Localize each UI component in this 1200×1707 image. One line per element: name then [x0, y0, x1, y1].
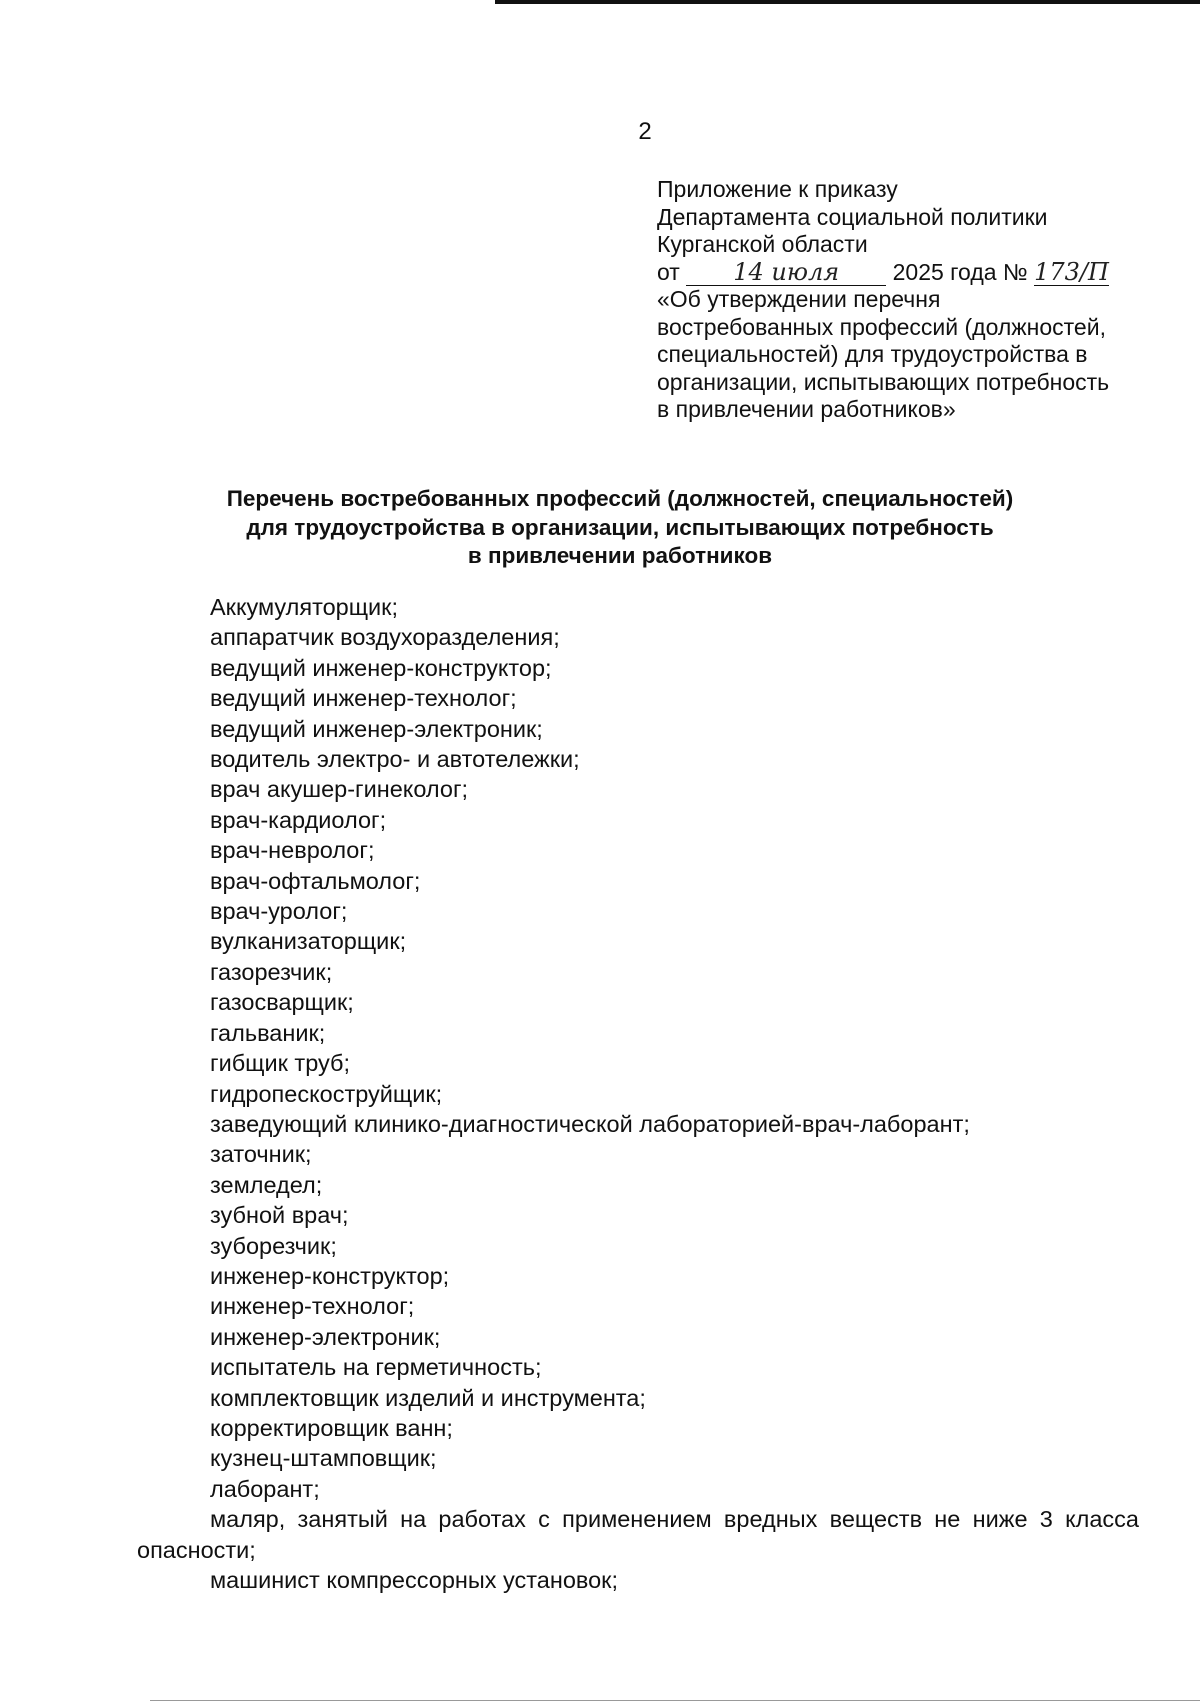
appendix-subject-line: в привлечении работников»: [657, 396, 956, 422]
list-item: гальваник;: [210, 1019, 326, 1046]
title-line: для трудоустройства в организации, испытывающих потребность: [246, 514, 994, 540]
list-item: маляр, занятый на работах с применением вредных веществ не ниже 3 класса опасности;: [137, 1506, 1139, 1563]
list-item: врач-невролог;: [210, 837, 375, 864]
page-number: 2: [638, 118, 652, 145]
appendix-subject-line: организации, испытывающих потребность: [657, 368, 1110, 395]
list-item: комплектовщик изделий и инструмента;: [210, 1384, 646, 1411]
list-item: кузнец-штамповщик;: [210, 1445, 437, 1472]
list-item: инженер-электроник;: [210, 1323, 441, 1350]
list-item: ведущий инженер-электроник;: [210, 715, 543, 742]
list-item: вулканизаторщик;: [210, 928, 407, 955]
appendix-subject-line: специальностей) для трудоустройства в: [657, 341, 1088, 367]
order-date-line: [657, 259, 1197, 287]
handwritten-order-number: 173/П: [1034, 257, 1109, 286]
professions-list: [137, 592, 1137, 1595]
appendix-line: Приложение к приказу: [657, 176, 898, 202]
list-item: газосварщик;: [210, 989, 354, 1016]
appendix-block: [657, 176, 1197, 424]
list-item: зуборезчик;: [210, 1232, 337, 1259]
date-prefix: от: [657, 258, 680, 285]
list-item: инженер-конструктор;: [210, 1262, 450, 1289]
list-item: земледел;: [210, 1171, 323, 1198]
bottom-scan-edge: [150, 1700, 1200, 1701]
list-item: гидропескоструйщик;: [210, 1080, 443, 1107]
list-item: аппаратчик воздухоразделения;: [210, 624, 560, 651]
appendix-subject-line: востребованных профессий (должностей,: [657, 313, 1106, 340]
list-item: ведущий инженер-конструктор;: [210, 654, 552, 681]
title-line: в привлечении работников: [467, 543, 773, 568]
list-item: врач-уролог;: [210, 898, 348, 925]
list-item: газорезчик;: [210, 958, 333, 985]
appendix-line: Департамента социальной политики: [657, 203, 1048, 230]
list-item: Аккумуляторщик;: [210, 594, 398, 620]
title-line: Перечень востребованных профессий (должностей, специальностей): [226, 486, 1014, 511]
top-scan-edge: [495, 0, 1200, 4]
list-item: корректировщик ванн;: [210, 1414, 453, 1441]
appendix-subject-line: «Об утверждении перечня: [657, 286, 941, 312]
list-item: лаборант;: [210, 1475, 320, 1502]
list-item: врач-офтальмолог;: [210, 867, 421, 894]
list-item: инженер-технолог;: [210, 1293, 415, 1320]
list-item: зубной врач;: [210, 1202, 349, 1229]
list-item: испытатель на герметичность;: [210, 1354, 542, 1381]
list-item: заведующий клинико-диагностической лабораторией-врач-лаборант;: [210, 1110, 970, 1137]
handwritten-date: 14 июля: [686, 259, 886, 286]
list-item: заточник;: [210, 1141, 312, 1168]
list-item: машинист компрессорных установок;: [210, 1567, 618, 1593]
list-item: водитель электро- и автотележки;: [210, 746, 580, 773]
list-item: врач акушер-гинеколог;: [210, 776, 469, 803]
list-item: ведущий инженер-технолог;: [210, 685, 517, 712]
list-item: гибщик труб;: [210, 1050, 351, 1077]
list-item: врач-кардиолог;: [210, 806, 387, 833]
document-title: [140, 485, 1100, 571]
appendix-line: Курганской области: [657, 231, 868, 257]
date-year: 2025 года №: [892, 258, 1028, 285]
